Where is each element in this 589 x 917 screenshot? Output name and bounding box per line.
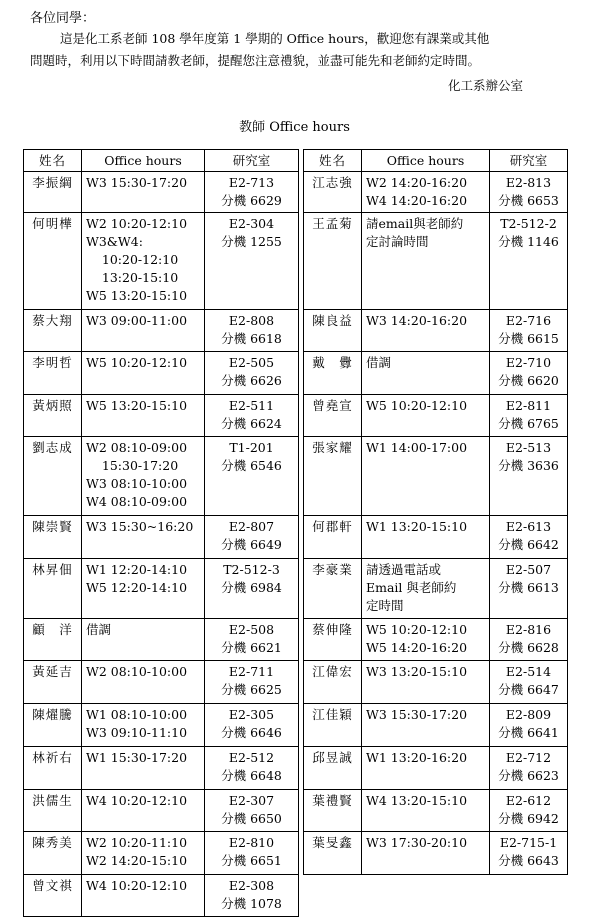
office-hours-line: W2 10:20-12:10 bbox=[86, 216, 188, 231]
table-row bbox=[24, 832, 299, 875]
phone-extension: 分機 6647 bbox=[498, 682, 559, 697]
office-hours-line: 定討論時間 bbox=[366, 234, 429, 249]
office-hours-cell bbox=[82, 172, 205, 213]
table-row bbox=[304, 437, 568, 516]
table-row bbox=[24, 395, 299, 437]
greeting: 各位同學： bbox=[30, 11, 96, 26]
table-row bbox=[304, 395, 568, 437]
office-hours-cell bbox=[82, 352, 205, 395]
office-hours-line: W3 15:30-17:20 bbox=[366, 707, 468, 722]
phone-extension: 分機 6984 bbox=[221, 580, 282, 595]
office-hours-cell bbox=[82, 619, 205, 661]
phone-extension: 分機 6624 bbox=[221, 416, 282, 431]
header-hours: Office hours bbox=[82, 150, 205, 172]
office-signature: 化工系辦公室 bbox=[447, 78, 523, 93]
table-row bbox=[24, 213, 299, 310]
office-hours-line: W5 14:20-16:20 bbox=[366, 640, 468, 655]
room-number: E2-305 bbox=[228, 707, 275, 722]
office-hours-line: W3 08:10-10:00 bbox=[86, 476, 188, 491]
office-hours-line: W5 13:20-15:10 bbox=[86, 398, 188, 413]
room-number: E2-811 bbox=[505, 398, 552, 413]
phone-extension: 分機 1146 bbox=[498, 234, 559, 249]
teacher-name: 洪儒生 bbox=[24, 790, 82, 832]
room-number: E2-716 bbox=[505, 313, 552, 328]
header-room: 研究室 bbox=[205, 150, 299, 172]
room-number: E2-813 bbox=[505, 175, 552, 190]
room-number: E2-308 bbox=[228, 878, 275, 893]
table-row bbox=[24, 747, 299, 790]
office-hours-line: W4 13:20-15:10 bbox=[366, 793, 468, 808]
room-cell bbox=[490, 790, 568, 832]
teacher-name: 李豪業 bbox=[304, 559, 362, 619]
table-header-row bbox=[24, 150, 299, 172]
room-cell bbox=[490, 516, 568, 559]
table-row bbox=[304, 704, 568, 747]
office-hours-line: W3 15:30~16:20 bbox=[86, 519, 194, 534]
room-number: E2-715-1 bbox=[499, 835, 558, 850]
office-hours-line: W1 15:30-17:20 bbox=[86, 750, 188, 765]
room-number: E2-810 bbox=[228, 835, 275, 850]
office-hours-line: W5 12:20-14:10 bbox=[86, 580, 188, 595]
office-hours-line: 10:20-12:10 bbox=[86, 252, 179, 267]
office-hours-cell bbox=[82, 875, 205, 917]
office-hours-line: W3 13:20-15:10 bbox=[366, 664, 468, 679]
table-row bbox=[304, 747, 568, 790]
office-hours-line: W1 13:20-15:10 bbox=[366, 519, 468, 534]
room-cell bbox=[205, 352, 299, 395]
room-number: E2-508 bbox=[228, 622, 275, 637]
table-row bbox=[304, 213, 568, 310]
room-cell bbox=[490, 352, 568, 395]
teacher-name: 陳崇賢 bbox=[24, 516, 82, 559]
table-row bbox=[304, 310, 568, 352]
teacher-name: 王孟菊 bbox=[304, 213, 362, 310]
phone-extension: 分機 6618 bbox=[221, 331, 282, 346]
teacher-name: 邱昱誠 bbox=[304, 747, 362, 790]
table-body-left bbox=[24, 172, 299, 917]
phone-extension: 分機 6643 bbox=[498, 853, 559, 868]
room-number: T1-201 bbox=[229, 440, 274, 455]
room-cell bbox=[490, 619, 568, 661]
office-hours-cell bbox=[82, 747, 205, 790]
table-row bbox=[304, 661, 568, 704]
office-hours-cell bbox=[362, 704, 490, 747]
room-cell bbox=[205, 516, 299, 559]
office-hours-line: W4 08:10-09:00 bbox=[86, 494, 188, 509]
office-hours-line: W4 10:20-12:10 bbox=[86, 878, 188, 893]
room-number: E2-712 bbox=[505, 750, 552, 765]
table-row bbox=[24, 352, 299, 395]
office-hours-line: W3 17:30-20:10 bbox=[366, 835, 468, 850]
room-number: E2-304 bbox=[228, 216, 275, 231]
teacher-name: 蔡大翔 bbox=[24, 310, 82, 352]
room-cell bbox=[205, 875, 299, 917]
teacher-name: 陳燿騰 bbox=[24, 704, 82, 747]
teacher-name: 顧 洋 bbox=[24, 619, 82, 661]
room-number: E2-711 bbox=[228, 664, 275, 679]
phone-extension: 分機 6648 bbox=[221, 768, 282, 783]
table-row bbox=[24, 437, 299, 516]
teacher-name: 林祈右 bbox=[24, 747, 82, 790]
room-number: E2-807 bbox=[228, 519, 275, 534]
table-row bbox=[24, 516, 299, 559]
office-hours-line: W1 13:20-16:20 bbox=[366, 750, 468, 765]
office-hours-cell bbox=[362, 790, 490, 832]
teacher-name: 江志強 bbox=[304, 172, 362, 213]
phone-extension: 分機 6653 bbox=[498, 193, 559, 208]
teacher-name: 陳秀美 bbox=[24, 832, 82, 875]
office-hours-cell bbox=[82, 516, 205, 559]
room-cell bbox=[205, 747, 299, 790]
phone-extension: 分機 6651 bbox=[221, 853, 282, 868]
table-row bbox=[304, 352, 568, 395]
room-cell bbox=[205, 395, 299, 437]
office-hours-line: W5 10:20-12:10 bbox=[86, 355, 188, 370]
phone-extension: 分機 6649 bbox=[221, 537, 282, 552]
room-cell bbox=[490, 395, 568, 437]
office-hours-cell bbox=[82, 213, 205, 310]
office-hours-line: 請透過電話或 bbox=[366, 562, 442, 577]
office-hours-cell bbox=[362, 619, 490, 661]
table-row bbox=[24, 310, 299, 352]
office-hours-line: W3 09:10-11:10 bbox=[86, 725, 188, 740]
phone-extension: 分機 6626 bbox=[221, 373, 282, 388]
table-row bbox=[304, 516, 568, 559]
room-number: E2-505 bbox=[228, 355, 275, 370]
room-number: E2-710 bbox=[505, 355, 552, 370]
room-cell bbox=[490, 437, 568, 516]
room-cell bbox=[490, 310, 568, 352]
table-row bbox=[24, 619, 299, 661]
office-hours-cell bbox=[82, 310, 205, 352]
office-hours-line: W2 10:20-11:10 bbox=[86, 835, 188, 850]
notice-line-1: 這是化工系老師 108 學年度第 1 學期的 Office hours，歡迎您有課業或其他 bbox=[60, 31, 490, 46]
room-cell bbox=[490, 747, 568, 790]
phone-extension: 分機 6613 bbox=[498, 580, 559, 595]
table-row bbox=[24, 172, 299, 213]
office-hours-line: W1 08:10-10:00 bbox=[86, 707, 188, 722]
phone-extension: 分機 6628 bbox=[498, 640, 559, 655]
table-row bbox=[304, 619, 568, 661]
phone-extension: 分機 6642 bbox=[498, 537, 559, 552]
office-hours-line: W5 10:20-12:10 bbox=[366, 398, 468, 413]
phone-extension: 分機 6625 bbox=[221, 682, 282, 697]
header-name: 姓名 bbox=[24, 150, 82, 172]
room-cell bbox=[490, 172, 568, 213]
office-hours-line: W2 14:20-16:20 bbox=[366, 175, 468, 190]
room-number: E2-713 bbox=[228, 175, 275, 190]
phone-extension: 分機 1255 bbox=[221, 234, 282, 249]
teacher-name: 李明哲 bbox=[24, 352, 82, 395]
room-cell bbox=[490, 832, 568, 875]
office-hours-line: 13:20-15:10 bbox=[86, 270, 179, 285]
table-body-right bbox=[304, 172, 568, 875]
notice-line-2: 問題時，利用以下時間請教老師，提醒您注意禮貌，並盡可能先和老師約定時間。 bbox=[30, 53, 481, 68]
table-row bbox=[304, 559, 568, 619]
office-hours-line: 15:30-17:20 bbox=[86, 458, 179, 473]
phone-extension: 分機 6641 bbox=[498, 725, 559, 740]
table-row bbox=[24, 790, 299, 832]
office-hours-line: 借調 bbox=[86, 622, 112, 637]
teacher-name: 何郡軒 bbox=[304, 516, 362, 559]
teacher-name: 黃延吉 bbox=[24, 661, 82, 704]
room-number: E2-507 bbox=[505, 562, 552, 577]
teacher-name: 劉志成 bbox=[24, 437, 82, 516]
office-hours-cell bbox=[82, 832, 205, 875]
office-hours-line: W4 10:20-12:10 bbox=[86, 793, 188, 808]
office-hours-cell bbox=[362, 832, 490, 875]
table-row bbox=[304, 790, 568, 832]
room-cell bbox=[205, 790, 299, 832]
room-cell bbox=[490, 704, 568, 747]
office-hours-cell bbox=[362, 747, 490, 790]
table-row bbox=[304, 832, 568, 875]
office-hours-line: W4 14:20-16:20 bbox=[366, 193, 468, 208]
office-hours-line: W2 14:20-15:10 bbox=[86, 853, 188, 868]
notice-paragraph bbox=[30, 28, 550, 72]
office-hours-cell bbox=[82, 559, 205, 619]
office-hours-cell bbox=[82, 704, 205, 747]
room-cell bbox=[205, 213, 299, 310]
room-cell bbox=[205, 172, 299, 213]
room-cell bbox=[490, 213, 568, 310]
teacher-name: 黃炳照 bbox=[24, 395, 82, 437]
phone-extension: 分機 6615 bbox=[498, 331, 559, 346]
room-cell bbox=[205, 661, 299, 704]
office-hours-cell bbox=[362, 352, 490, 395]
teacher-name: 蔡伸隆 bbox=[304, 619, 362, 661]
office-hours-cell bbox=[82, 437, 205, 516]
room-cell bbox=[490, 661, 568, 704]
room-number: E2-612 bbox=[505, 793, 552, 808]
office-hours-cell bbox=[362, 559, 490, 619]
phone-extension: 分機 6546 bbox=[221, 458, 282, 473]
phone-extension: 分機 6650 bbox=[221, 811, 282, 826]
phone-extension: 分機 6765 bbox=[498, 416, 559, 431]
room-cell bbox=[205, 832, 299, 875]
room-cell bbox=[205, 559, 299, 619]
room-cell bbox=[205, 704, 299, 747]
phone-extension: 分機 6623 bbox=[498, 768, 559, 783]
phone-extension: 分機 1078 bbox=[221, 896, 282, 911]
office-hours-line: W5 13:20-15:10 bbox=[86, 288, 188, 303]
office-hours-line: W3&W4: bbox=[86, 234, 143, 249]
office-hours-line: W3 15:30-17:20 bbox=[86, 175, 188, 190]
teacher-name: 何明樺 bbox=[24, 213, 82, 310]
office-hours-line: Email 與老師約 bbox=[366, 580, 457, 595]
office-hours-line: W3 14:20-16:20 bbox=[366, 313, 468, 328]
table-title: 教師 Office hours bbox=[239, 120, 350, 135]
office-hours-cell bbox=[82, 395, 205, 437]
office-hours-cell bbox=[362, 661, 490, 704]
office-hours-cell bbox=[82, 661, 205, 704]
teacher-name: 江佳穎 bbox=[304, 704, 362, 747]
phone-extension: 分機 6942 bbox=[498, 811, 559, 826]
header-name: 姓名 bbox=[304, 150, 362, 172]
teacher-name: 陳良益 bbox=[304, 310, 362, 352]
teacher-name: 葉禮賢 bbox=[304, 790, 362, 832]
teacher-name: 李振綱 bbox=[24, 172, 82, 213]
table-row bbox=[24, 875, 299, 917]
teacher-name: 戴 釁 bbox=[304, 352, 362, 395]
table-header-row bbox=[304, 150, 568, 172]
phone-extension: 分機 6621 bbox=[221, 640, 282, 655]
teacher-name: 林昇佃 bbox=[24, 559, 82, 619]
teacher-name: 江偉宏 bbox=[304, 661, 362, 704]
room-cell bbox=[205, 437, 299, 516]
office-hours-line: W1 12:20-14:10 bbox=[86, 562, 188, 577]
room-number: E2-307 bbox=[228, 793, 275, 808]
office-hours-cell bbox=[82, 790, 205, 832]
room-number: E2-808 bbox=[228, 313, 275, 328]
header-hours: Office hours bbox=[362, 150, 490, 172]
office-hours-cell bbox=[362, 395, 490, 437]
table-row bbox=[24, 661, 299, 704]
room-number: E2-613 bbox=[505, 519, 552, 534]
room-number: E2-809 bbox=[505, 707, 552, 722]
phone-extension: 分機 6620 bbox=[498, 373, 559, 388]
teacher-name: 張家耀 bbox=[304, 437, 362, 516]
teacher-name: 曾堯宣 bbox=[304, 395, 362, 437]
header-room: 研究室 bbox=[490, 150, 568, 172]
office-hours-line: W1 14:00-17:00 bbox=[366, 440, 468, 455]
phone-extension: 分機 6629 bbox=[221, 193, 282, 208]
office-hours-line: W3 09:00-11:00 bbox=[86, 313, 188, 328]
room-cell bbox=[490, 559, 568, 619]
office-hours-cell bbox=[362, 516, 490, 559]
office-hours-line: 借調 bbox=[366, 355, 392, 370]
room-number: T2-512-2 bbox=[500, 216, 557, 231]
room-cell bbox=[205, 310, 299, 352]
room-number: E2-816 bbox=[505, 622, 552, 637]
room-number: T2-512-3 bbox=[223, 562, 280, 577]
office-hours-line: 定時間 bbox=[366, 598, 404, 613]
office-hours-line: W2 08:10-09:00 bbox=[86, 440, 188, 455]
office-hours-table-right bbox=[303, 149, 568, 875]
office-hours-cell bbox=[362, 213, 490, 310]
table-row bbox=[24, 559, 299, 619]
phone-extension: 分機 6646 bbox=[221, 725, 282, 740]
table-row bbox=[304, 172, 568, 213]
teacher-name: 曾文祺 bbox=[24, 875, 82, 917]
phone-extension: 分機 3636 bbox=[498, 458, 559, 473]
room-number: E2-514 bbox=[505, 664, 552, 679]
office-hours-cell bbox=[362, 172, 490, 213]
office-hours-cell bbox=[362, 310, 490, 352]
office-hours-line: 請email與老師約 bbox=[366, 216, 464, 231]
office-hours-line: W2 08:10-10:00 bbox=[86, 664, 188, 679]
room-cell bbox=[205, 619, 299, 661]
office-hours-table-left bbox=[23, 149, 299, 917]
room-number: E2-512 bbox=[228, 750, 275, 765]
teacher-name: 葉旻鑫 bbox=[304, 832, 362, 875]
office-hours-cell bbox=[362, 437, 490, 516]
room-number: E2-511 bbox=[228, 398, 275, 413]
room-number: E2-513 bbox=[505, 440, 552, 455]
table-row bbox=[24, 704, 299, 747]
office-hours-line: W5 10:20-12:10 bbox=[366, 622, 468, 637]
